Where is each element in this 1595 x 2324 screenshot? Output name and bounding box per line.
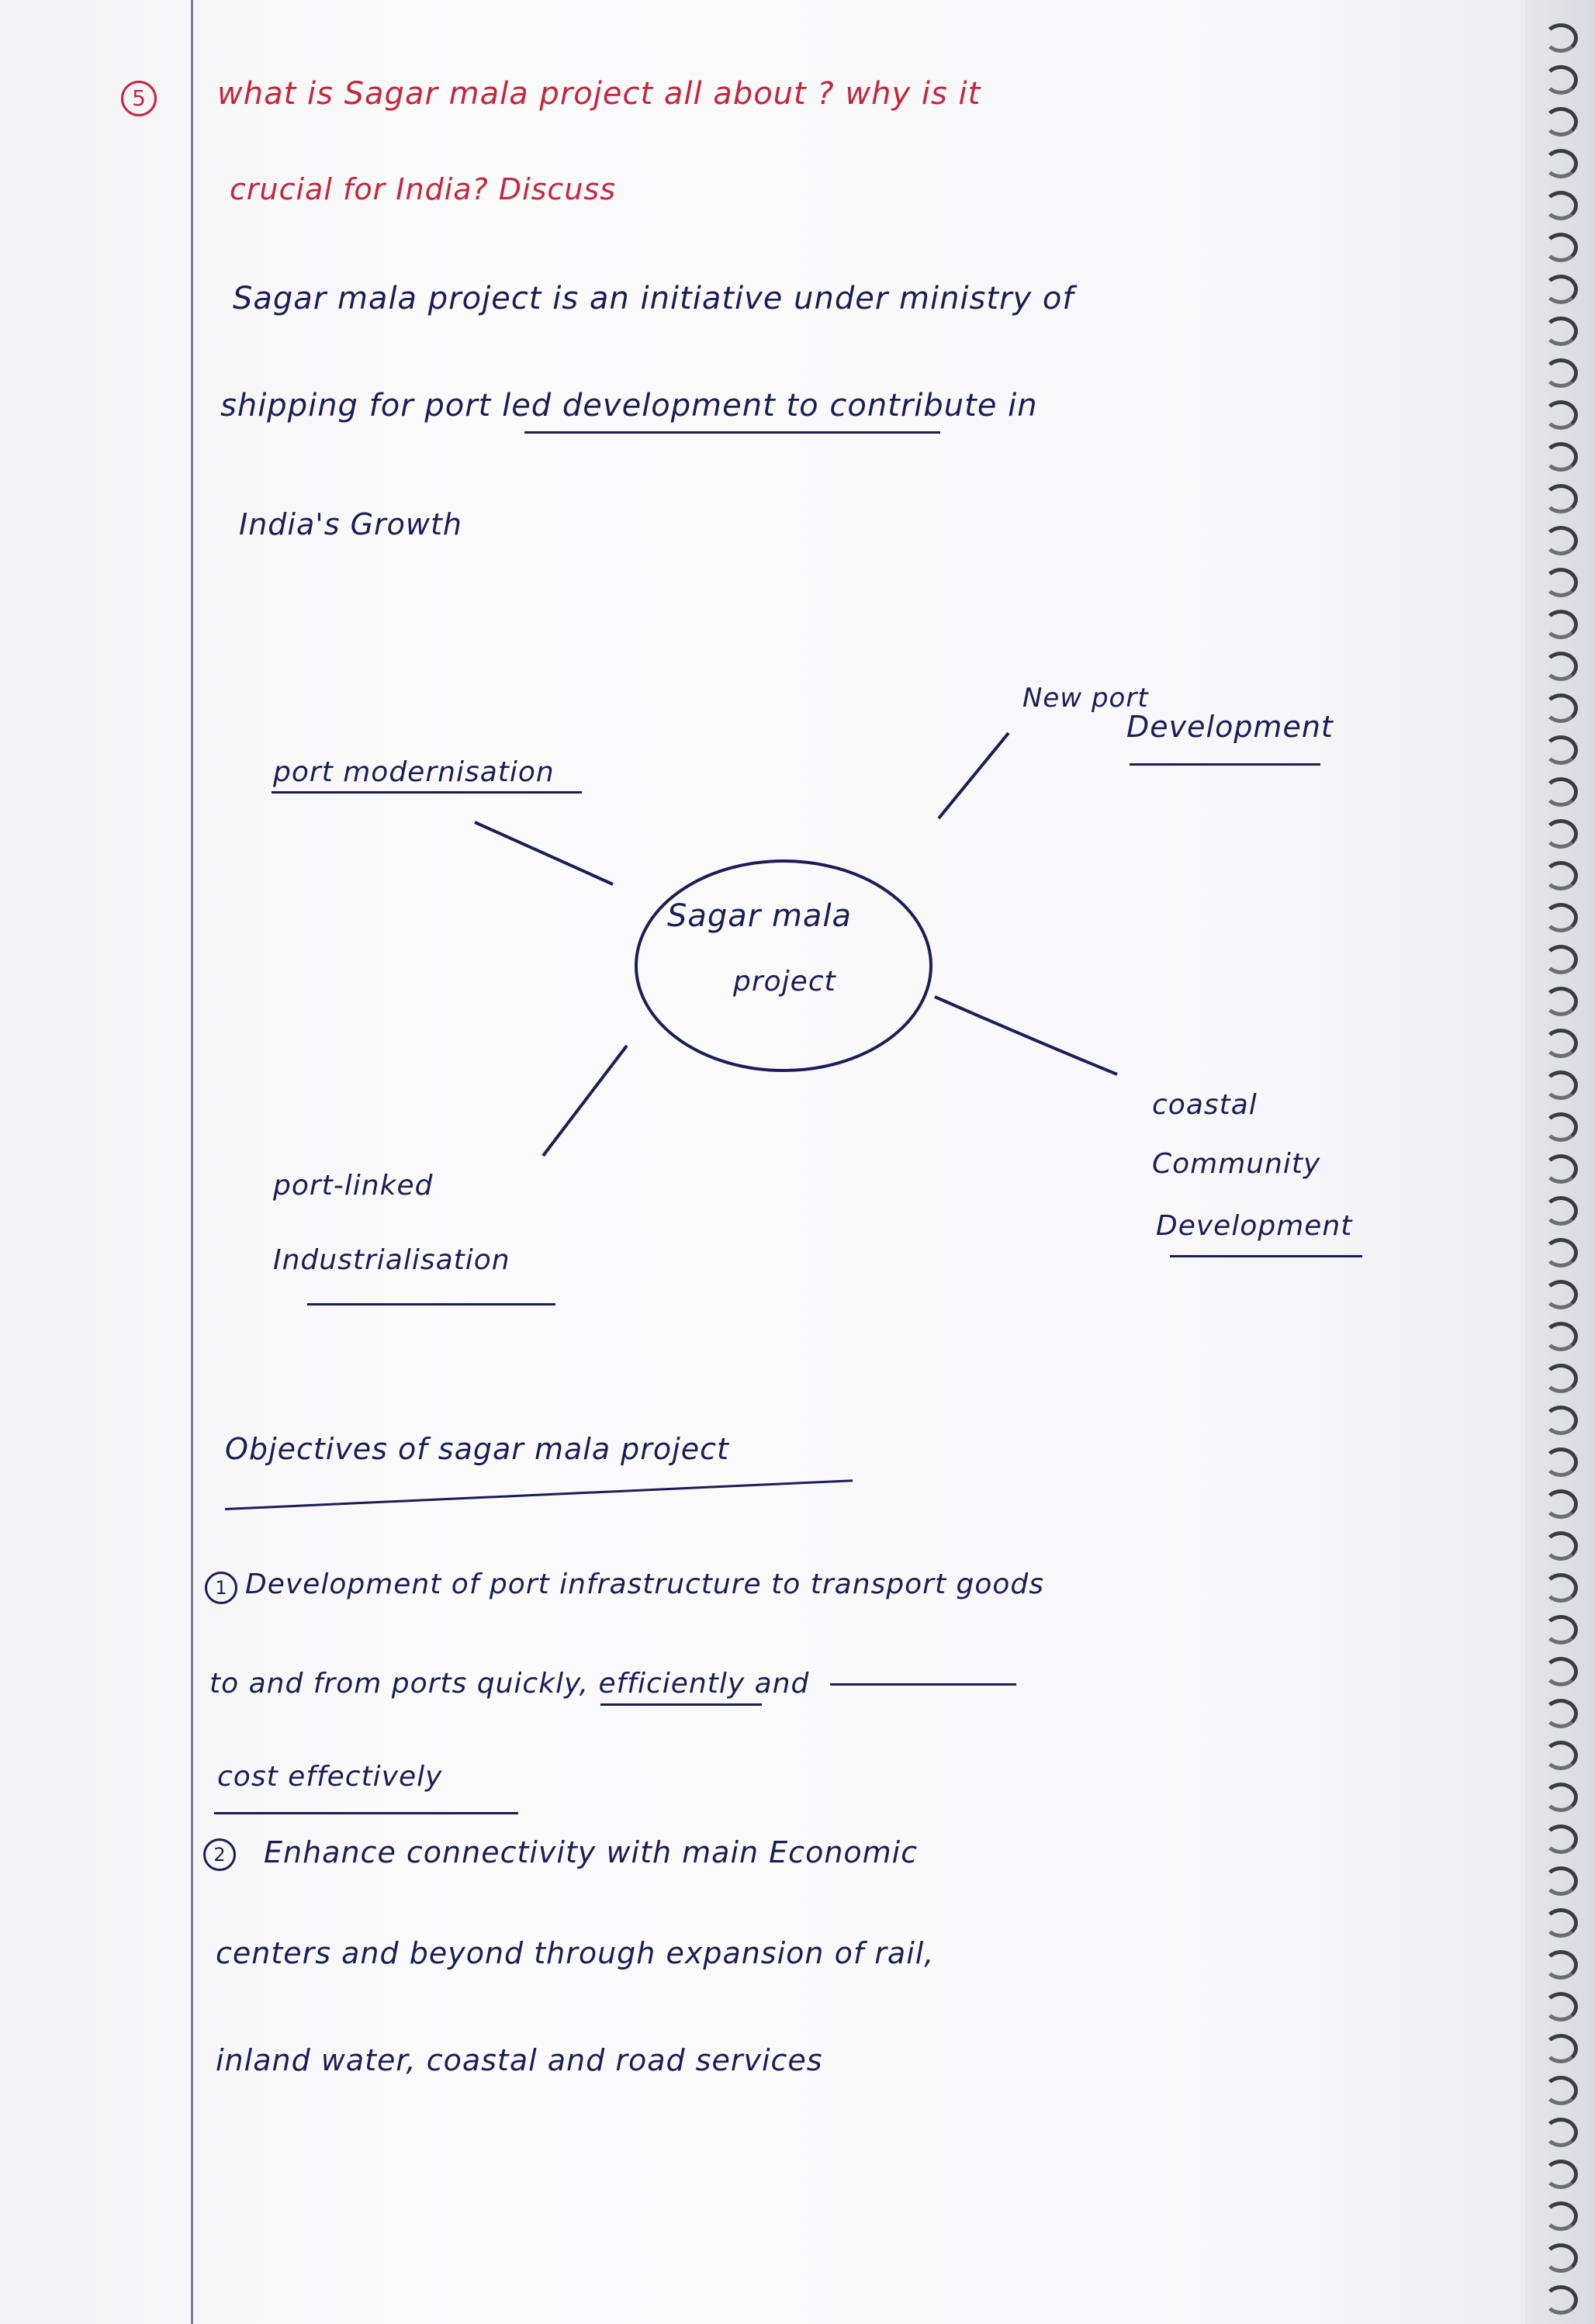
- objectives-heading: Objectives of sagar mala project: [225, 1432, 729, 1466]
- question-line-1: what is Sagar mala project all about ? why is it: [217, 76, 981, 112]
- underline-efficiently: [830, 1683, 1016, 1686]
- node-coastal-line-3: Development: [1156, 1210, 1353, 1242]
- connector-bottom-left: [543, 1046, 627, 1156]
- intro-line-1: Sagar mala project is an initiative under ministry of: [233, 281, 1074, 316]
- connector-top-left: [475, 822, 613, 884]
- node-port-linked-line-2: Industrialisation: [273, 1244, 510, 1276]
- point-2-line-3: inland water, coastal and road services: [216, 2043, 823, 2077]
- connector-top-right: [939, 733, 1009, 818]
- connector-bottom-right: [935, 997, 1117, 1074]
- underline-port-modernisation: [272, 791, 582, 794]
- question-line-2: crucial for India? Discuss: [230, 172, 616, 206]
- point-2-line-1: Enhance connectivity with main Economic: [264, 1835, 919, 1869]
- question-number: 5: [121, 81, 157, 116]
- node-port-linked-line-1: port-linked: [273, 1170, 434, 1202]
- underline-quickly: [600, 1703, 762, 1706]
- underline-new-port: [1130, 763, 1320, 766]
- intro-line-3: India's Growth: [239, 507, 462, 541]
- point-1-number: 1: [205, 1572, 237, 1604]
- intro-line-2: shipping for port led development to contribute in: [220, 388, 1038, 424]
- point-1-line-1: Development of port infrastructure to transport goods: [245, 1568, 1045, 1600]
- point-1-line-2: to and from ports quickly, efficiently and: [209, 1668, 810, 1700]
- node-new-port-line-1: New port: [1022, 683, 1149, 714]
- point-1-line-3: cost effectively: [217, 1761, 443, 1793]
- node-new-port-line-2: Development: [1126, 710, 1334, 744]
- center-node-line-2: project: [733, 966, 836, 998]
- node-coastal-line-2: Community: [1152, 1148, 1321, 1180]
- underline-industrialisation: [307, 1303, 555, 1306]
- center-node-line-1: Sagar mala: [667, 898, 853, 934]
- node-port-modernisation: port modernisation: [273, 756, 555, 788]
- point-2-number: 2: [203, 1838, 236, 1871]
- underline-coastal-development: [1170, 1255, 1362, 1257]
- node-coastal-line-1: coastal: [1152, 1089, 1258, 1121]
- underline-cost-effectively: [214, 1812, 518, 1814]
- point-2-line-2: centers and beyond through expansion of rail,: [216, 1936, 935, 1970]
